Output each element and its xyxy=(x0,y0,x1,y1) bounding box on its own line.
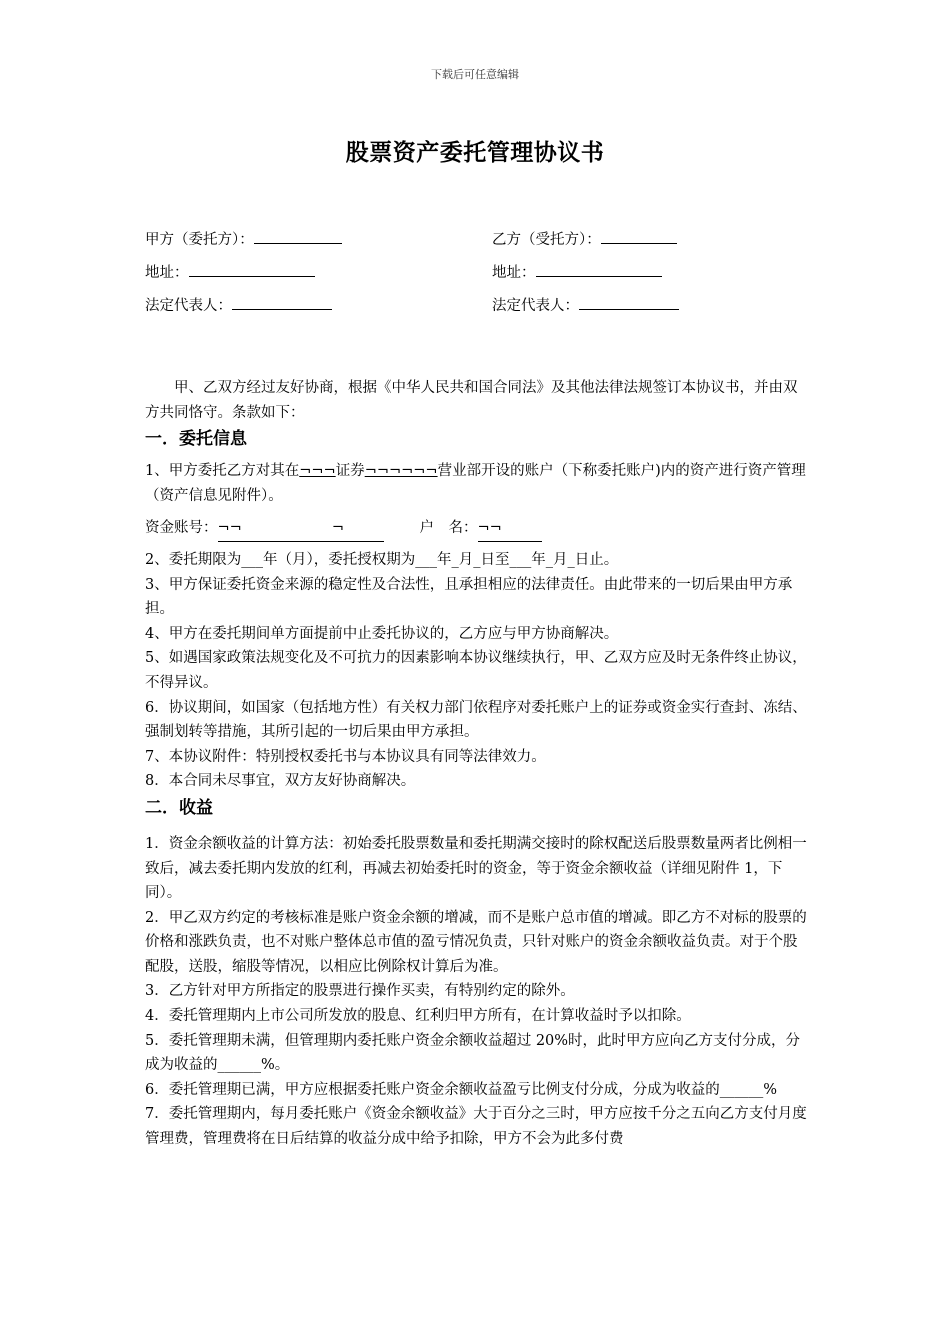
account-holder-label: 户 名： xyxy=(419,520,478,537)
rep-a-field xyxy=(145,294,332,315)
rep-b-field xyxy=(492,294,679,315)
clause-2-2: 2．甲乙双方约定的考核标准是账户资金余额的增减，而不是账户总市值的增减。即乙方不对标的股票的价格和涨跌负责，也不对账户整体总市值的盈亏情况负责，只针对账户的资金余额收益负责。对于个股配股，送股，缩股等情况，以相应比例除权计算后为准。 xyxy=(145,909,807,975)
download-watermark: 下载后可任意编辑 xyxy=(431,68,519,81)
party-a-field xyxy=(145,228,342,249)
address-a-field xyxy=(145,261,315,282)
agreement-body xyxy=(145,376,807,1152)
clause-1-6: 6．协议期间，如国家（包括地方性）有关权力部门依程序对委托账户上的证券或资金实行查封、冻结、强制划转等措施，其所引起的一切后果由甲方承担。 xyxy=(145,699,807,741)
rep-b-label: 法定代表人： xyxy=(492,298,579,314)
party-b-blank xyxy=(601,228,677,244)
clause-1-1-text-c: 营业部开设的账户（下称委托账户)内的资产进行资产管理（资产信息见附件）。 xyxy=(145,463,806,504)
address-a-label: 地址： xyxy=(145,265,189,281)
clause-1-1 xyxy=(145,459,807,508)
branch-name-blank: ¬¬¬¬¬¬ xyxy=(364,463,438,480)
rep-b-blank xyxy=(579,294,679,310)
party-a-blank xyxy=(254,228,342,244)
clause-2-6: 6．委托管理期已满，甲方应根据委托账户资金余额收益盈亏比例支付分成，分成为收益的______% xyxy=(145,1081,777,1098)
clause-2-3: 3．乙方针对甲方所指定的股票进行操作买卖，有特别约定的除外。 xyxy=(145,983,575,1000)
parties-block xyxy=(145,228,815,327)
brokerage-name-blank: ¬¬¬ xyxy=(299,463,336,480)
fund-account-value: ¬¬ xyxy=(217,520,242,537)
account-holder-value: ¬¬ xyxy=(477,520,502,537)
party-a-label: 甲方（委托方）： xyxy=(145,232,254,248)
clause-2-7: 7．委托管理期内，每月委托账户《资金余额收益》大于百分之三时，甲方应按千分之五向乙方支付月度管理费，管理费将在日后结算的收益分成中给予扣除，甲方不会为此多付费 xyxy=(145,1106,807,1148)
section-heading-entrust-info: 一．委托信息 xyxy=(145,429,247,450)
clause-1-8: 8．本合同未尽事宜，双方友好协商解决。 xyxy=(145,773,416,790)
representative-row xyxy=(145,294,815,327)
clause-1-7: 7、本协议附件：特别授权委托书与本协议具有同等法律效力。 xyxy=(145,748,546,765)
clause-1-1-text-a: 1、甲方委托乙方对其在 xyxy=(145,463,300,480)
section-heading-income: 二．收益 xyxy=(145,797,213,818)
rep-a-blank xyxy=(232,294,332,310)
account-line xyxy=(145,516,807,542)
party-b-label: 乙方（受托方）： xyxy=(492,232,601,248)
intro-paragraph: 甲、乙双方经过友好协商，根据《中华人民共和国合同法》及其他法律法规签订本协议书，并由双方共同恪守。条款如下： xyxy=(145,380,798,421)
clause-1-2: 2、委托期限为___年（月），委托授权期为___年_月_日至___年_月_日止。 xyxy=(145,551,619,568)
clause-1-3: 3、甲方保证委托资金来源的稳定性及合法性，且承担相应的法律责任。由此带来的一切后果由甲方承担。 xyxy=(145,576,793,618)
party-row xyxy=(145,228,815,261)
clause-1-5: 5、如遇国家政策法规变化及不可抗力的因素影响本协议继续执行，甲、乙双方应及时无条件终止协议，不得异议。 xyxy=(145,650,807,691)
fund-account-label: 资金账号： xyxy=(145,520,218,537)
clause-1-1-text-b: 证券 xyxy=(335,463,365,480)
clause-2-5: 5．委托管理期未满，但管理期内委托账户资金余额收益超过 20%时，此时甲方应向乙方支付分成，分成为收益的______%。 xyxy=(145,1032,801,1074)
fund-account-value-end: ¬ xyxy=(331,520,344,537)
party-b-field xyxy=(492,228,677,249)
clause-1-4: 4、甲方在委托期间单方面提前中止委托协议的，乙方应与甲方协商解决。 xyxy=(145,625,619,642)
document-title: 股票资产委托管理协议书 xyxy=(345,140,605,166)
clause-2-1: 1．资金余额收益的计算方法：初始委托股票数量和委托期满交接时的除权配送后股票数量两者比例相一致后，减去委托期内发放的红利，再减去初始委托时的资金，等于资金余额收益（详细见附件 1，下同）。 xyxy=(145,835,807,902)
clause-2-4: 4．委托管理期内上市公司所发放的股息、红利归甲方所有，在计算收益时予以扣除。 xyxy=(145,1008,691,1025)
fund-account-field xyxy=(218,516,384,542)
address-b-field xyxy=(492,261,662,282)
account-holder-field xyxy=(478,516,542,542)
rep-a-label: 法定代表人： xyxy=(145,298,232,314)
address-b-blank xyxy=(536,261,662,277)
address-b-label: 地址： xyxy=(492,265,536,281)
address-a-blank xyxy=(189,261,315,277)
address-row xyxy=(145,261,815,294)
